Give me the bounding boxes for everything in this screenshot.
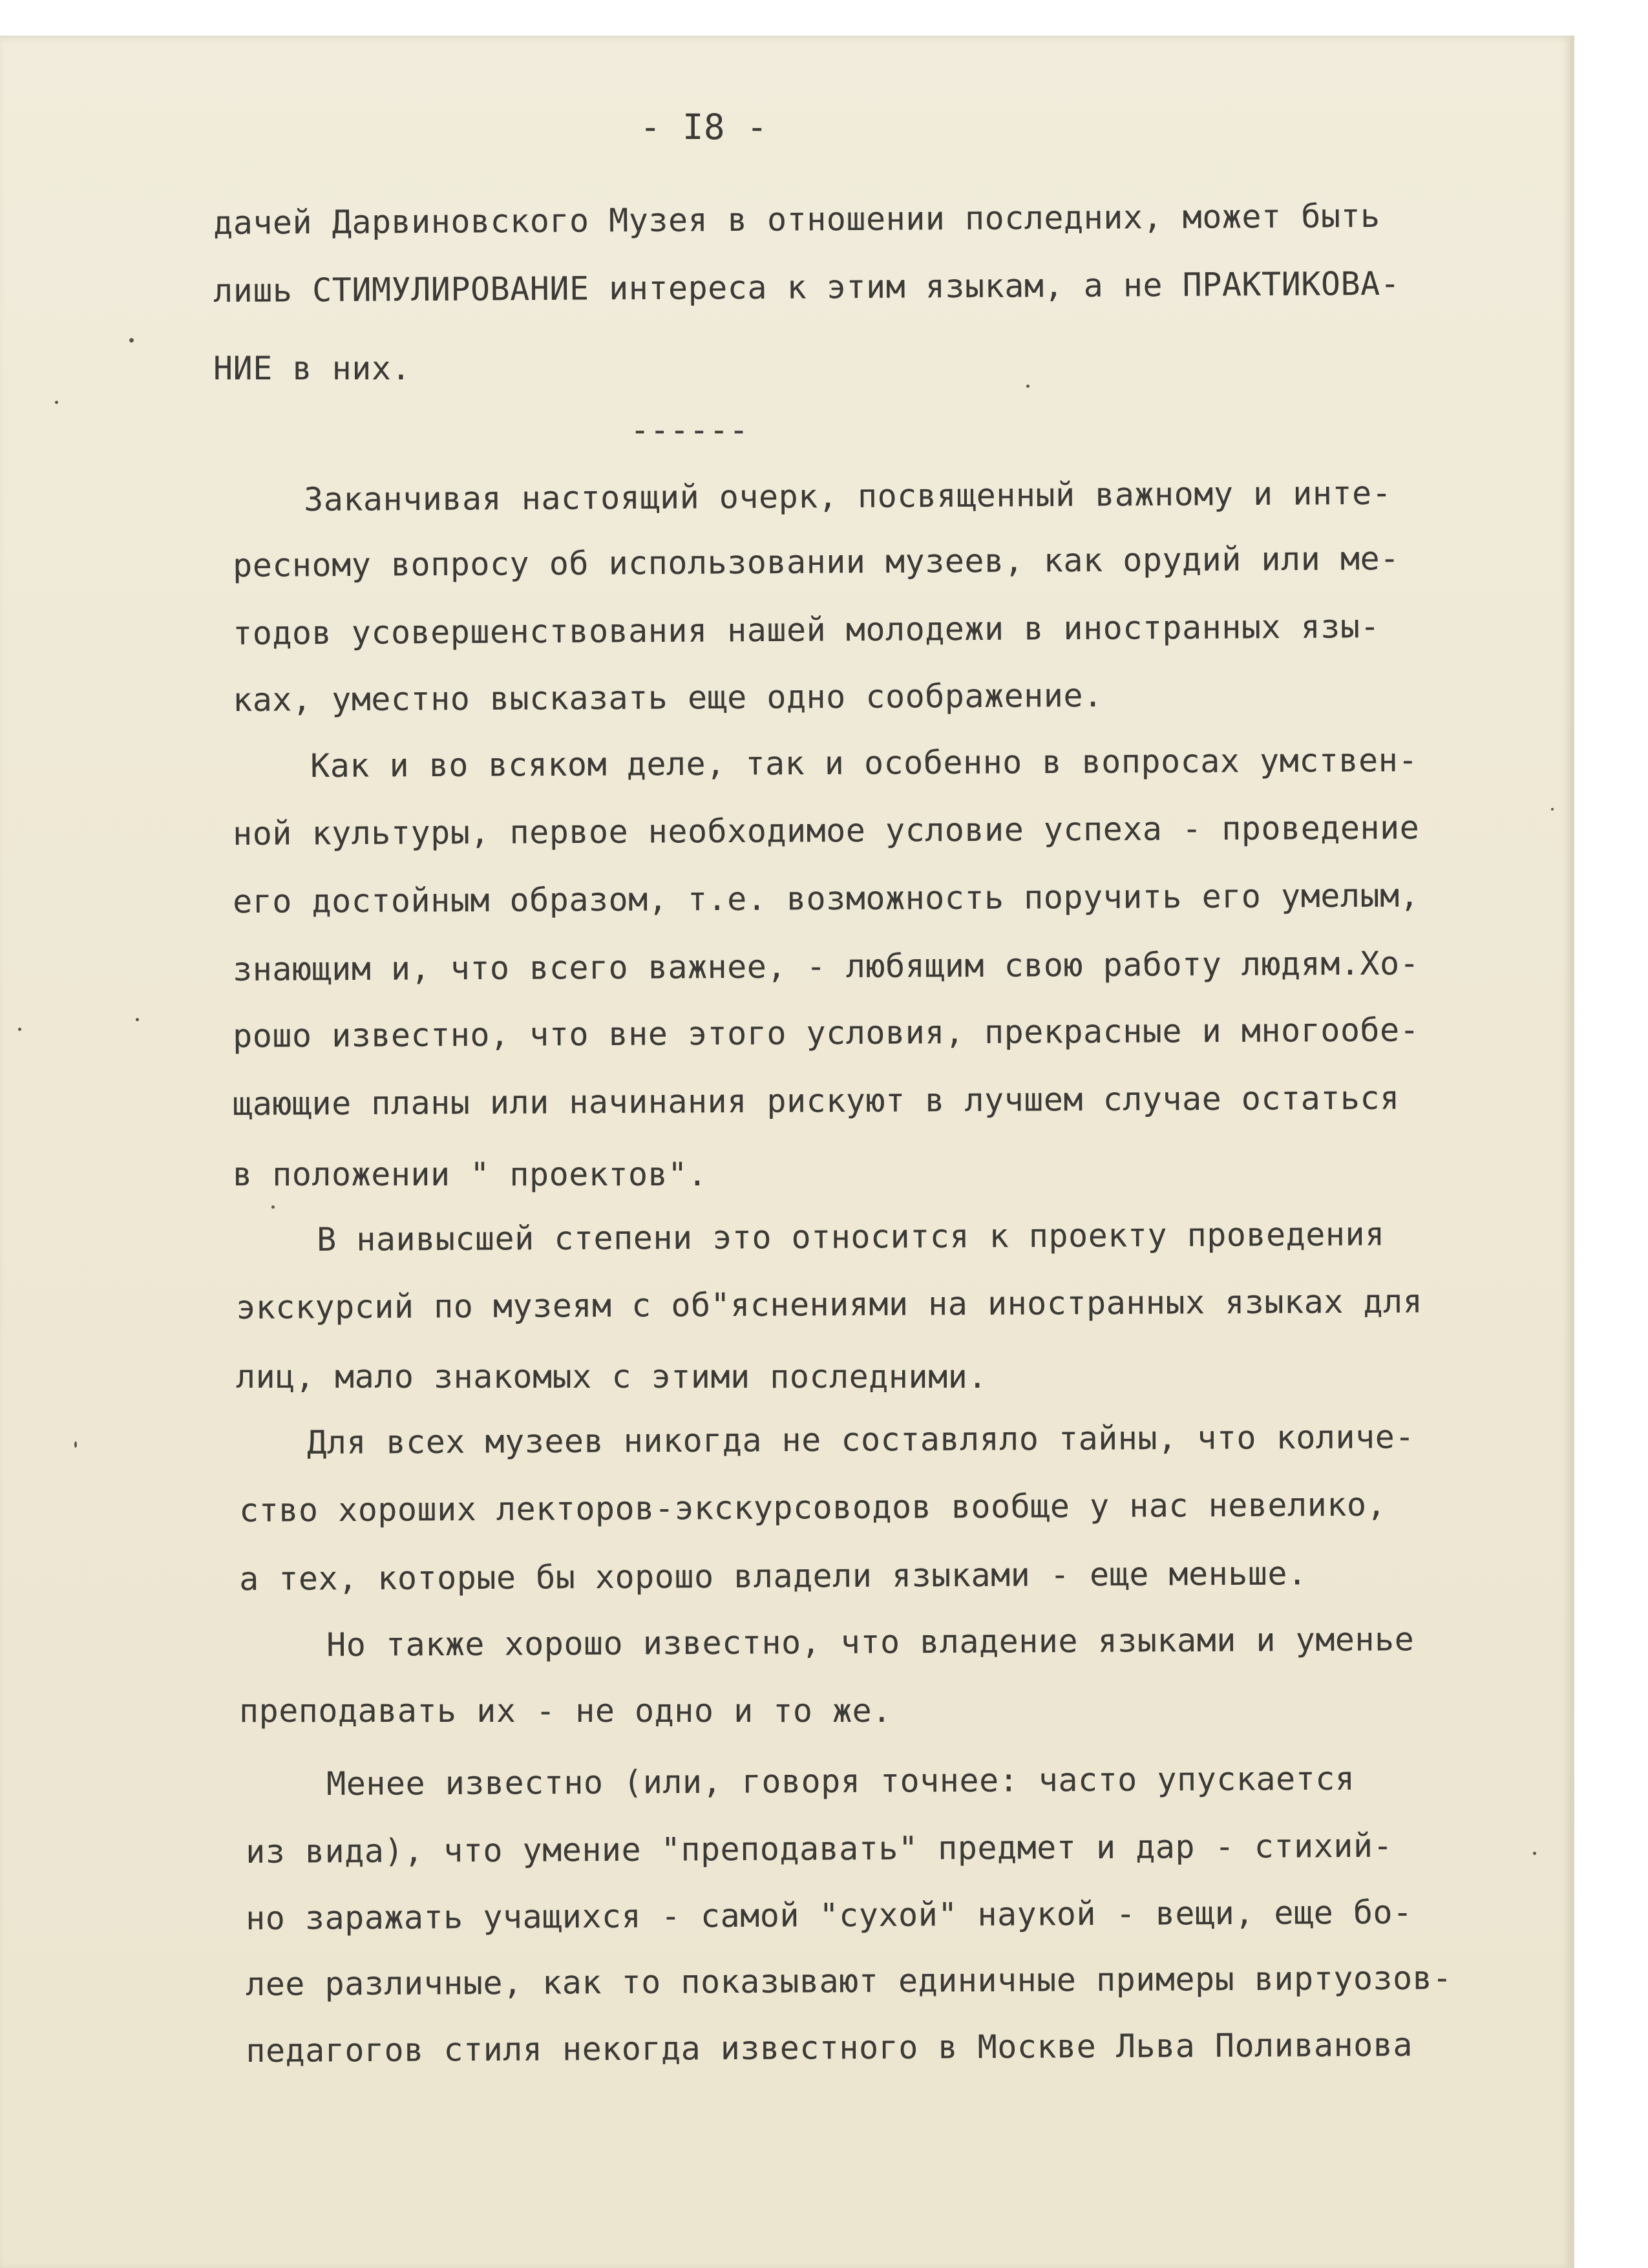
page-number: - I8 - (640, 107, 768, 147)
paper-edge (1570, 36, 1574, 2268)
ink-speck (1551, 808, 1554, 811)
text-line-16: экскурсий по музеям с об"яснениями на иностранных языках для (235, 1282, 1423, 1326)
text-line-11: знающим и, что всего важнее, - любящим свою работу людям.Хо- (232, 944, 1420, 988)
text-line-18: Для всех музеев никогда не составляло тайны, что количе- (306, 1418, 1415, 1461)
text-line-10: его достойным образом, т.е. возможность поручить его умелым, (232, 876, 1420, 920)
ink-speck (271, 1205, 275, 1209)
text-line-13: щающие планы или начинания рискуют в лучшем случае остаться (232, 1079, 1400, 1123)
text-line-2: лишь СТИМУЛИРОВАНИЕ интереса к этим языкам, а не ПРАКТИКОВА- (213, 264, 1400, 310)
text-line-22: преподавать их - не одно и то же. (239, 1692, 892, 1730)
text-line-23: Менее известно (или, говоря точнее: часто упускается (326, 1759, 1355, 1803)
text-line-26: лее различные, как то показывают единичные примеры виртуозов- (245, 1959, 1453, 2003)
text-line-19: ство хороших лекторов-экскурсоводов вообще у нас невелико, (238, 1485, 1387, 1529)
ink-speck (136, 1018, 139, 1021)
text-line-4: Заканчивая настоящий очерк, посвященный важному и инте- (303, 474, 1392, 518)
text-line-9: ной культуры, первое необходимое условие успеха - проведение (232, 809, 1420, 853)
text-line-1: дачей Дарвиновского Музея в отношении последних, может быть (213, 196, 1380, 242)
text-line-5: ресному вопросу об использовании музеев, как орудий или ме- (232, 539, 1400, 584)
section-separator: ------ (630, 411, 749, 449)
text-line-21: Но также хорошо известно, что владение языками и уменье (326, 1620, 1415, 1664)
text-line-24: из вида), что умение "преподавать" предмет и дар - стихий- (245, 1827, 1393, 1871)
text-line-17: лиц, мало знакомых с этими последними. (236, 1358, 988, 1395)
ink-speck (18, 1028, 21, 1031)
text-line-12: рошо известно, что вне этого условия, прекрасные и многообе- (232, 1011, 1420, 1055)
text-line-20: а тех, которые бы хорошо владели языками - еще меньше. (238, 1554, 1307, 1598)
text-line-15: В наивысшей степени это относится к проекту проведения (316, 1215, 1385, 1258)
ink-speck (74, 1441, 77, 1448)
text-line-27: педагогов стиля некогда известного в Москве Льва Поливанова (246, 2026, 1413, 2070)
text-line-25: но заражать учащихся - самой "сухой" наукой - вещи, еще бо- (245, 1893, 1413, 1937)
text-line-14: в положении " проектов". (233, 1156, 708, 1193)
ink-speck (129, 338, 134, 343)
ink-speck (1026, 385, 1030, 388)
text-line-8: Как и во всяком деле, так и особенно в вопросах умствен- (310, 741, 1419, 785)
text-line-6: тодов усовершенствования нашей молодежи в иностранных язы- (232, 608, 1380, 652)
ink-speck (1533, 1852, 1536, 1855)
text-line-3: НИЕ в них. (213, 350, 412, 387)
ink-speck (55, 401, 58, 404)
text-line-7: ках, уместно высказать еще одно соображение. (232, 676, 1103, 719)
